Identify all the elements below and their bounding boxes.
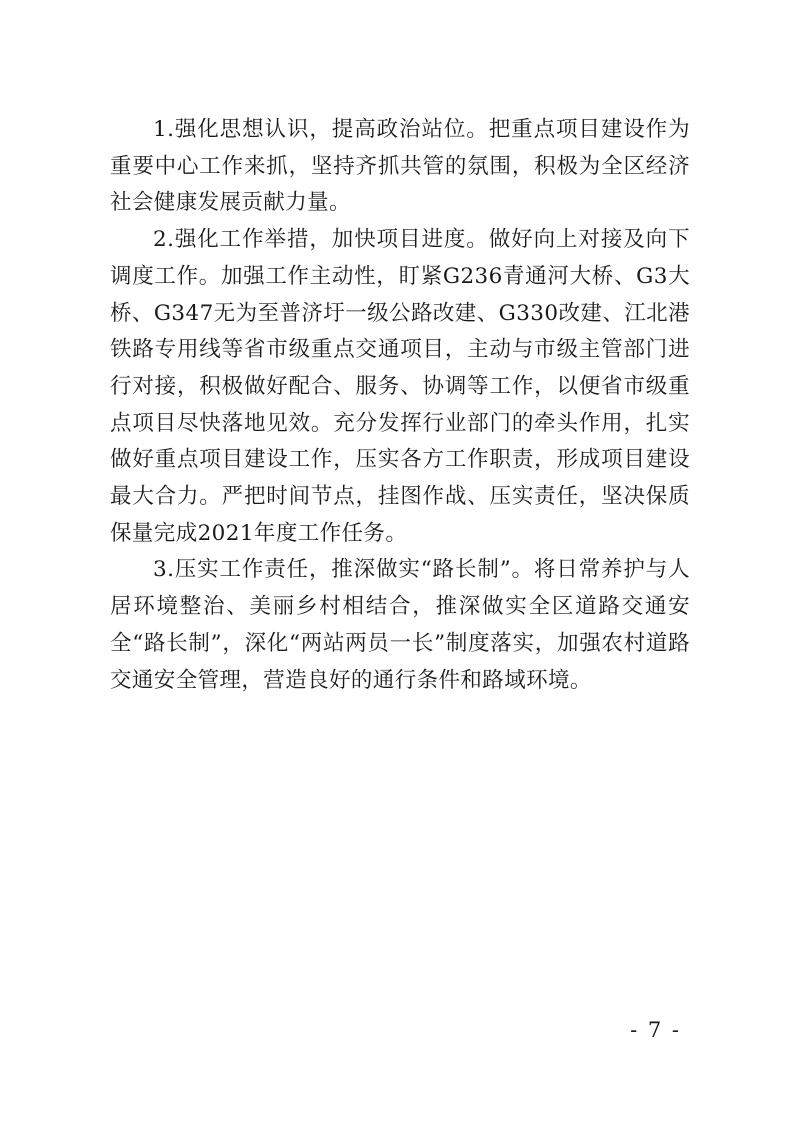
- paragraph-3: 3.压实工作责任，推深做实“路长制”。将日常养护与人居环境整治、美丽乡村相结合，推深做实全区道路交通安全“路长制”，深化“两站两员一长”制度落实，加强农村道路交通安全管理，营造良好的通行条件和路域环境。: [110, 557, 690, 693]
- paragraph-1: 1.强化思想认识，提高政治站位。把重点项目建设作为重要中心工作来抓，坚持齐抓共管的氛围，积极为全区经济社会健康发展贡献力量。: [110, 117, 690, 216]
- body-text: [110, 112, 690, 699]
- paragraph-2: 2.强化工作举措，加快项目进度。做好向上对接及向下调度工作。加强工作主动性，盯紧G236青通河大桥、G3大桥、G347无为至普济圩一级公路改建、G330改建、江北港铁路专用线等省市级重点交通项目，主动与市级主管部门进行对接，积极做好配合、服务、协调等工作，以便省市级重点项目尽快落地见效。充分发挥行业部门的牵头作用，扎实做好重点项目建设工作，压实各方工作职责，形成项目建设最大合力。严把时间节点，挂图作战、压实责任，坚决保质保量完成2021年度工作任务。: [110, 227, 690, 546]
- page-number: - 7 -: [630, 1018, 681, 1042]
